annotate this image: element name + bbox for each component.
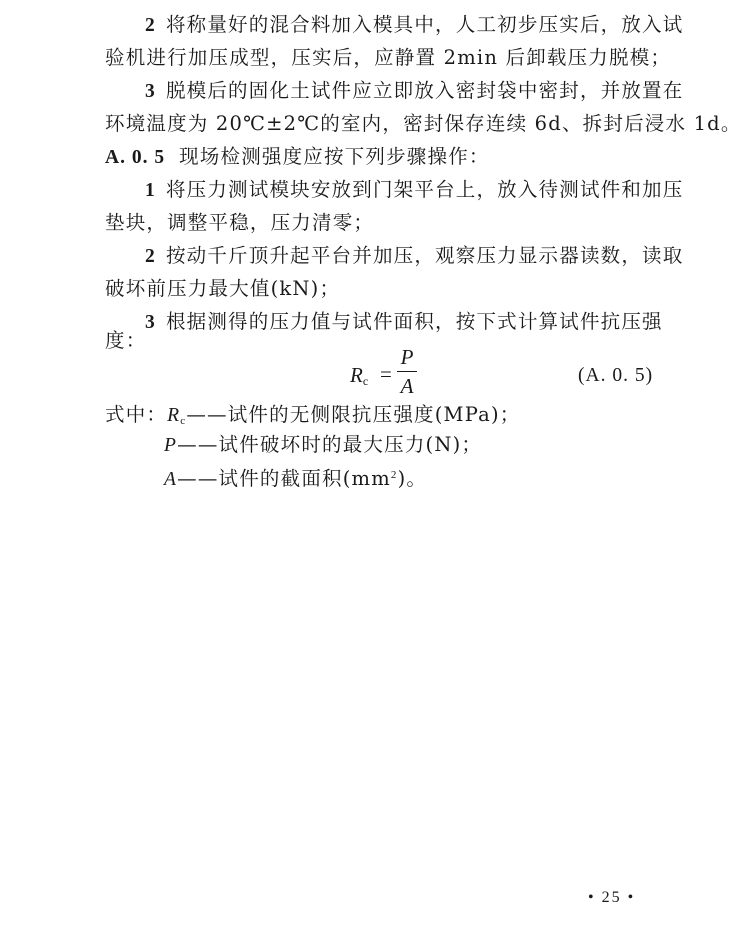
step-number: 2 [145, 246, 156, 267]
step-number: 3 [145, 312, 156, 333]
formula-lhs [350, 363, 368, 389]
def-a-superscript: 2 [390, 469, 398, 481]
formula-fraction [397, 345, 417, 398]
step2-text1: 按动千斤顶升起平台并加压，观察压力显示器读数，读取 [165, 244, 684, 267]
item2-text1: 将称量好的混合料加入模具中，人工初步压实后，放入试 [165, 13, 684, 36]
clause-number: A. 0. 5 [105, 147, 166, 168]
fraction-bar [397, 371, 417, 372]
formula-number: (A. 0. 5) [578, 365, 654, 386]
formula-lhs-subscript: c [362, 374, 369, 388]
def-a-text-post: )。 [397, 467, 428, 490]
item-number: 2 [145, 15, 156, 36]
item3-text1: 脱模后的固化土试件应立即放入密封袋中密封，并放置在 [165, 79, 684, 102]
step1-line2: 垫块，调整平稳，压力清零； [105, 211, 375, 234]
step3-text1: 根据测得的压力值与试件面积，按下式计算试件抗压强 [165, 310, 663, 333]
clause-heading [105, 143, 490, 172]
step-number: 1 [145, 180, 156, 201]
page-number: • 25 • [588, 889, 636, 906]
formula-lhs-symbol: R [350, 363, 363, 387]
def-rc-subscript: c [180, 415, 187, 427]
formula-equals: = [380, 362, 392, 386]
item2-line1 [145, 11, 683, 40]
def-a-text-pre: ——试件的截面积(mm [177, 467, 391, 490]
item3-line2: 环境温度为 20℃±2℃的室内，密封保存连续 6d、拆封后浸水 1d。 [105, 112, 742, 135]
formula-numerator: P [400, 345, 414, 369]
def-a-symbol: A [164, 469, 178, 490]
step2-line1 [145, 242, 683, 271]
def-a [164, 461, 427, 494]
step3-line2: 度： [105, 329, 147, 352]
def-p-symbol: P [164, 435, 178, 456]
def-p [164, 431, 482, 460]
def-rc-symbol: R [167, 405, 181, 426]
def-rc-text: ——试件的无侧限抗压强度(MPa)； [186, 403, 521, 426]
def-rc [105, 401, 520, 435]
where-prefix: 式中： [105, 403, 168, 426]
step1-text1: 将压力测试模块安放到门架平台上，放入待测试件和加压 [165, 178, 684, 201]
step3-line1 [145, 308, 663, 337]
item-number: 3 [145, 81, 156, 102]
item3-line1 [145, 77, 683, 106]
item2-line2: 验机进行加压成型，压实后，应静置 2min 后卸载压力脱模； [105, 46, 672, 69]
def-p-text: ——试件破坏时的最大压力(N)； [177, 433, 483, 456]
clause-text: 现场检测强度应按下列步骤操作： [179, 145, 490, 168]
step2-line2: 破坏前压力最大值(kN)； [105, 277, 341, 300]
step1-line1 [145, 176, 683, 205]
formula-denominator: A [400, 374, 414, 398]
